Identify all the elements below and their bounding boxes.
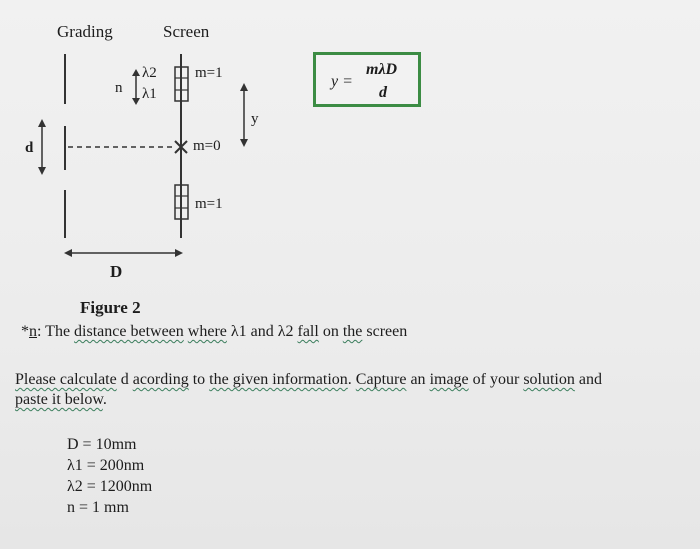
D-arrow-left [64, 249, 72, 257]
note-distance: distance between [74, 323, 184, 340]
n-arrow-up [132, 69, 140, 76]
given-D: D = 10mm [67, 436, 137, 453]
D-arrow-right [175, 249, 183, 257]
formula-denominator: d [379, 84, 387, 101]
note-colon: : [37, 323, 42, 340]
y-arrow-down [240, 139, 248, 147]
d-arrow-down [38, 167, 46, 175]
note-where: where [187, 323, 227, 340]
n-label: n [115, 80, 123, 96]
screen-label: Screen [163, 22, 210, 41]
grading-label: Grading [57, 22, 113, 41]
note-line: *n: The distance between where λ1 and λ2 fall on the screen [21, 323, 408, 340]
note-prefix: * [21, 323, 29, 340]
note-the: the [342, 323, 363, 340]
n-arrow-down [132, 98, 140, 105]
D-label: D [110, 262, 123, 281]
note-fall: fall [297, 323, 319, 340]
m1-top-label: m=1 [195, 65, 223, 81]
note-text: The [41, 323, 75, 340]
lambda1-label: λ1 [142, 86, 157, 102]
d-arrow-up [38, 119, 46, 127]
m0-label: m=0 [193, 138, 221, 154]
formula-numerator: mλD [366, 61, 398, 78]
m1-bottom-label: m=1 [195, 196, 223, 212]
d-label: d [25, 140, 34, 156]
y-arrow-up [240, 83, 248, 91]
lambda2-label: λ2 [142, 65, 157, 81]
question-line-2: paste it below. [15, 391, 107, 408]
given-lambda1: λ1 = 200nm [67, 457, 145, 474]
y-label: y [251, 111, 259, 127]
given-n: n = 1 mm [67, 499, 129, 516]
given-lambda2: λ2 = 1200nm [67, 478, 153, 495]
figure-title: Figure 2 [80, 298, 141, 317]
question-line-1: Please calculate d acording to the given information. Capture an image of your solution and [15, 371, 602, 388]
formula-lhs: y = [331, 73, 353, 90]
note-n: n [29, 323, 37, 340]
